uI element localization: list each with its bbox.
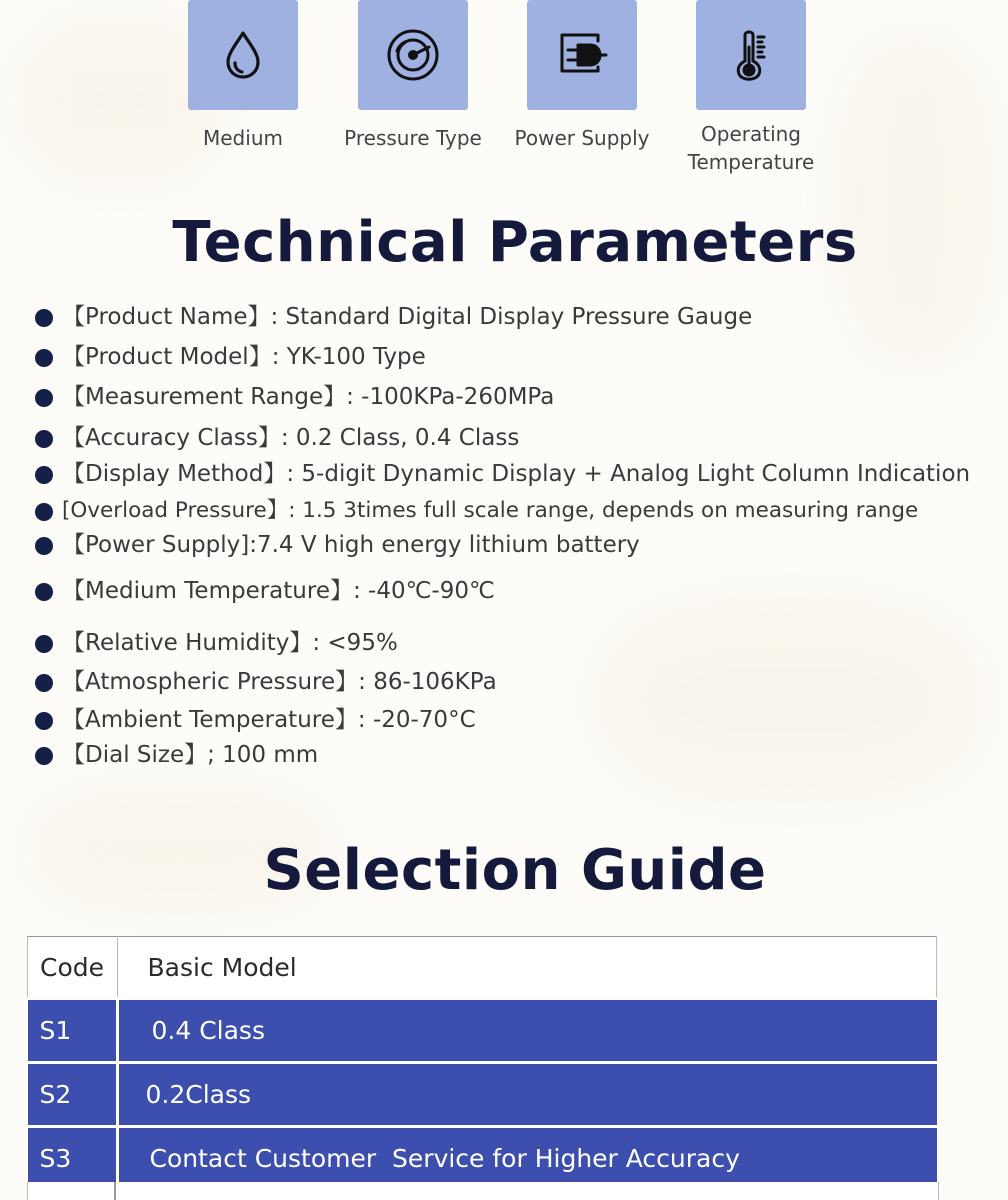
row-code: S1 xyxy=(28,999,118,1063)
bullet-dot xyxy=(35,583,53,601)
bullet-dot xyxy=(35,537,53,555)
row-description: Contact Customer Service for Higher Accuracy xyxy=(117,1127,937,1190)
parameter-item: 【Display Method】: 5-digit Dynamic Display + Analog Light Column Indication xyxy=(0,457,1008,491)
parameter-item: 【Power Supply]:7.4 V high energy lithium battery xyxy=(0,528,1008,562)
row-description: 0.2Class xyxy=(117,1063,937,1127)
parameter-item: [Overload Pressure】: 1.5 3times full scale range, depends on measuring range xyxy=(0,494,1008,528)
parameter-item: 【Ambient Temperature】: -20-70°C xyxy=(0,703,1008,737)
bullet-dot xyxy=(35,349,53,367)
feature-pressure-type xyxy=(318,0,508,152)
bullet-dot xyxy=(35,712,53,730)
feature-label: Medium xyxy=(203,126,283,150)
feature-icons xyxy=(0,0,1008,180)
bullet-dot xyxy=(35,503,53,521)
column-header-basic-model: Basic Model xyxy=(117,937,937,999)
table-continuation-row xyxy=(27,1182,939,1200)
parameter-item: 【Product Name】: Standard Digital Display Pressure Gauge xyxy=(0,300,1008,334)
row-code: S3 xyxy=(28,1127,118,1190)
table-header-row xyxy=(28,937,937,999)
bullet-dot xyxy=(35,389,53,407)
technical-parameters-title: Technical Parameters xyxy=(172,210,858,275)
parameter-item: 【Measurement Range】: -100KPa-260MPa xyxy=(0,380,1008,414)
row-code: S2 xyxy=(28,1063,118,1127)
row-description: 0.4 Class xyxy=(117,999,937,1063)
thermometer-icon xyxy=(696,0,806,110)
feature-operating-temperature xyxy=(656,0,846,176)
feature-label: Pressure Type xyxy=(344,126,482,150)
parameter-item: 【Dial Size】; 100 mm xyxy=(0,738,1008,772)
pressure-dial-icon xyxy=(358,0,468,110)
bullet-dot xyxy=(35,309,53,327)
selection-guide-title: Selection Guide xyxy=(263,838,767,903)
parameter-item: 【Medium Temperature】: -40℃-90℃ xyxy=(0,574,1008,608)
bullet-dot xyxy=(35,635,53,653)
parameter-item: 【Accuracy Class】: 0.2 Class, 0.4 Class xyxy=(0,421,1008,455)
feature-label: Operating Temperature xyxy=(687,122,815,174)
bullet-dot xyxy=(35,430,53,448)
column-header-code: Code xyxy=(28,937,118,999)
column-divider xyxy=(114,1182,116,1200)
power-plug-icon xyxy=(527,0,637,110)
parameter-item: 【Atmospheric Pressure】: 86-106KPa xyxy=(0,665,1008,699)
water-drop-icon xyxy=(188,0,298,110)
feature-medium xyxy=(148,0,338,152)
parameter-item: 【Relative Humidity】: <95% xyxy=(0,626,1008,660)
feature-label: Power Supply xyxy=(514,126,650,150)
parameter-item: 【Product Model】: YK-100 Type xyxy=(0,340,1008,374)
feature-power-supply xyxy=(487,0,677,152)
bullet-dot xyxy=(35,466,53,484)
table-row xyxy=(28,1063,937,1127)
selection-guide-table xyxy=(27,936,937,1189)
table-row xyxy=(28,999,937,1063)
table-row xyxy=(28,1127,937,1190)
bullet-dot xyxy=(35,747,53,765)
bullet-dot xyxy=(35,674,53,692)
